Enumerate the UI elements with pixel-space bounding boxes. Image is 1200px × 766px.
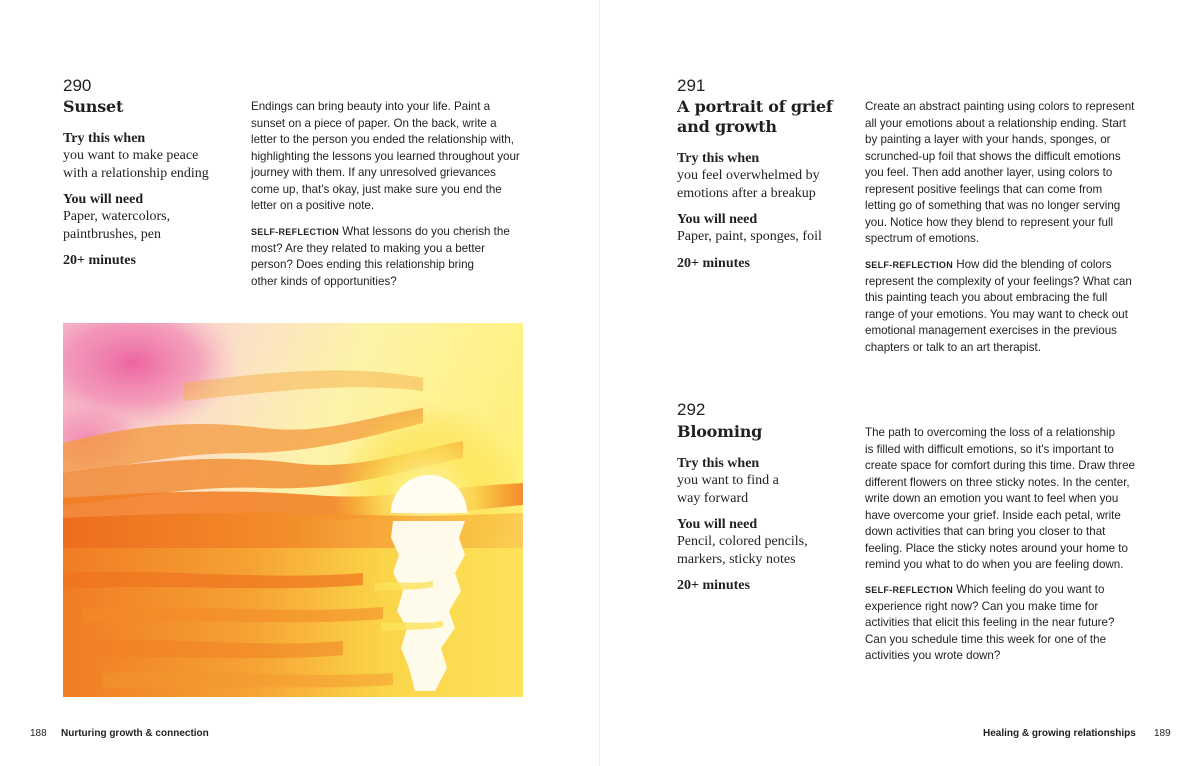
self-reflection xyxy=(865,257,1165,356)
body-line: letter to the person you ended the relationship with, xyxy=(251,133,514,146)
body-line: remind you what to do when you are feeling down. xyxy=(865,558,1124,571)
body-line: letting go of something that was no longer serving xyxy=(865,199,1121,212)
need-line: Paper, paint, sponges, foil xyxy=(677,229,822,244)
reflection-text: How did the blending of colors xyxy=(953,258,1112,271)
body-line: sunset on a piece of paper. On the back, write a xyxy=(251,116,497,130)
need-heading: You will need xyxy=(677,212,758,227)
reflection-line xyxy=(865,257,1165,274)
exercise-number: 290 xyxy=(63,76,92,95)
body-line: you. Notice how they blend to represent your full xyxy=(865,215,1114,229)
need-heading: You will need xyxy=(677,517,758,532)
try-line: you want to find a xyxy=(677,473,779,488)
body-line: all your emotions about a relationship ending. Start xyxy=(865,116,1127,130)
body-line: Endings can bring beauty into your life. Paint a xyxy=(251,100,491,113)
reflection-line: emotional management exercises in the previous xyxy=(865,324,1117,337)
duration: 20+ minutes xyxy=(677,578,750,593)
reflection-line: other kinds of opportunities? xyxy=(251,274,397,288)
body-line: journey with them. If any unresolved grievances xyxy=(251,166,496,179)
reflection-text: Which feeling do you want to xyxy=(953,583,1105,596)
reflection-line: experience right now? Can you make time for xyxy=(865,599,1099,613)
try-line: way forward xyxy=(677,490,749,506)
body-line: represent positive feelings that can come from xyxy=(865,182,1103,196)
exercise-info xyxy=(63,130,238,269)
try-heading: Try this when xyxy=(63,131,146,146)
exercise-body xyxy=(251,99,536,215)
body-line: is filled with difficult emotions, so it's important to xyxy=(865,442,1114,456)
body-line: come up, that's okay, just make sure you end the xyxy=(251,182,502,196)
need-line: Pencil, colored pencils, xyxy=(677,534,808,549)
try-heading: Try this when xyxy=(677,456,760,471)
reflection-line xyxy=(865,582,1165,599)
section-title: Nurturing growth & connection xyxy=(61,728,209,739)
try-line: you feel overwhelmed by xyxy=(677,168,820,183)
reflection-line: activities that elicit this feeling in the near future? xyxy=(865,616,1115,629)
reflection-line xyxy=(251,224,536,241)
section-title: Healing & growing relationships xyxy=(983,728,1136,739)
exercise-info xyxy=(677,455,857,594)
page-gutter xyxy=(599,0,600,766)
body-line: scrunched-up foil that shows the difficult emotions xyxy=(865,149,1121,163)
try-line: you want to make peace xyxy=(63,148,199,163)
exercise-number: 291 xyxy=(677,76,706,95)
body-line: letter on a positive note. xyxy=(251,199,375,212)
right-running-head xyxy=(983,727,1136,741)
need-line: Paper, watercolors, xyxy=(63,209,171,224)
body-line: down activities that can bring you closer to that xyxy=(865,525,1106,538)
try-line: with a relationship ending xyxy=(63,165,209,181)
exercise-number: 292 xyxy=(677,400,706,419)
reflection-line: most? Are they related to making you a better xyxy=(251,241,485,255)
reflection-text: What lessons do you cherish the xyxy=(339,225,510,238)
title-line: A portrait of grief xyxy=(677,97,833,116)
exercise-body xyxy=(865,99,1165,248)
sunset-painting-icon xyxy=(63,323,523,697)
exercise-info xyxy=(677,150,857,272)
reflection-line: Can you schedule time this week for one of the xyxy=(865,632,1107,646)
body-line: highlighting the lessons you learned throughout your xyxy=(251,149,520,163)
body-line: Create an abstract painting using colors to represent xyxy=(865,100,1135,113)
body-line: create space for comfort during this time. Draw three xyxy=(865,459,1135,472)
self-reflection xyxy=(251,224,536,290)
body-line: different flowers on three sticky notes. In the center, xyxy=(865,475,1130,489)
body-line: write down an emotion you want to feel when you xyxy=(865,492,1119,505)
try-heading: Try this when xyxy=(677,151,760,166)
duration: 20+ minutes xyxy=(677,255,750,271)
exercise-title: Sunset xyxy=(63,97,124,116)
page-number: 188 xyxy=(30,728,47,739)
page-number: 189 xyxy=(1154,728,1171,739)
sunset-watercolor-image xyxy=(63,323,523,697)
left-footer xyxy=(30,727,47,741)
body-line: feeling. Place the sticky notes around your home to xyxy=(865,541,1128,555)
reflection-line: chapters or talk to an art therapist. xyxy=(865,340,1041,354)
title-line: and growth xyxy=(677,117,777,136)
body-line: The path to overcoming the loss of a relationship xyxy=(865,426,1116,439)
right-footer xyxy=(1154,727,1171,741)
exercise-title xyxy=(677,97,833,137)
duration: 20+ minutes xyxy=(63,253,136,268)
body-line: have overcome your grief. Inside each petal, write xyxy=(865,508,1121,522)
left-running-head xyxy=(61,727,209,741)
self-reflection-label: SELF-REFLECTION xyxy=(865,585,953,595)
try-line: emotions after a breakup xyxy=(677,185,816,201)
exercise-body xyxy=(865,425,1165,574)
reflection-line: represent the complexity of your feelings? What can xyxy=(865,274,1132,288)
self-reflection-label: SELF-REFLECTION xyxy=(865,260,953,270)
body-line: by painting a layer with your hands, sponges, or xyxy=(865,133,1111,146)
self-reflection xyxy=(865,582,1165,665)
title-line: Blooming xyxy=(677,422,763,441)
reflection-line: activities you wrote down? xyxy=(865,649,1001,662)
body-line: spectrum of emotions. xyxy=(865,232,980,245)
need-line: paintbrushes, pen xyxy=(63,226,161,242)
need-heading: You will need xyxy=(63,192,144,207)
body-line: you feel. Then add another layer, using colors to xyxy=(865,166,1113,179)
need-line: markers, sticky notes xyxy=(677,551,796,567)
reflection-line: this painting teach you about embracing the full xyxy=(865,291,1108,304)
reflection-line: person? Does ending this relationship bring xyxy=(251,258,474,271)
self-reflection-label: SELF-REFLECTION xyxy=(251,227,339,237)
reflection-line: range of your emotions. You may want to check out xyxy=(865,307,1128,321)
exercise-title xyxy=(677,422,762,442)
